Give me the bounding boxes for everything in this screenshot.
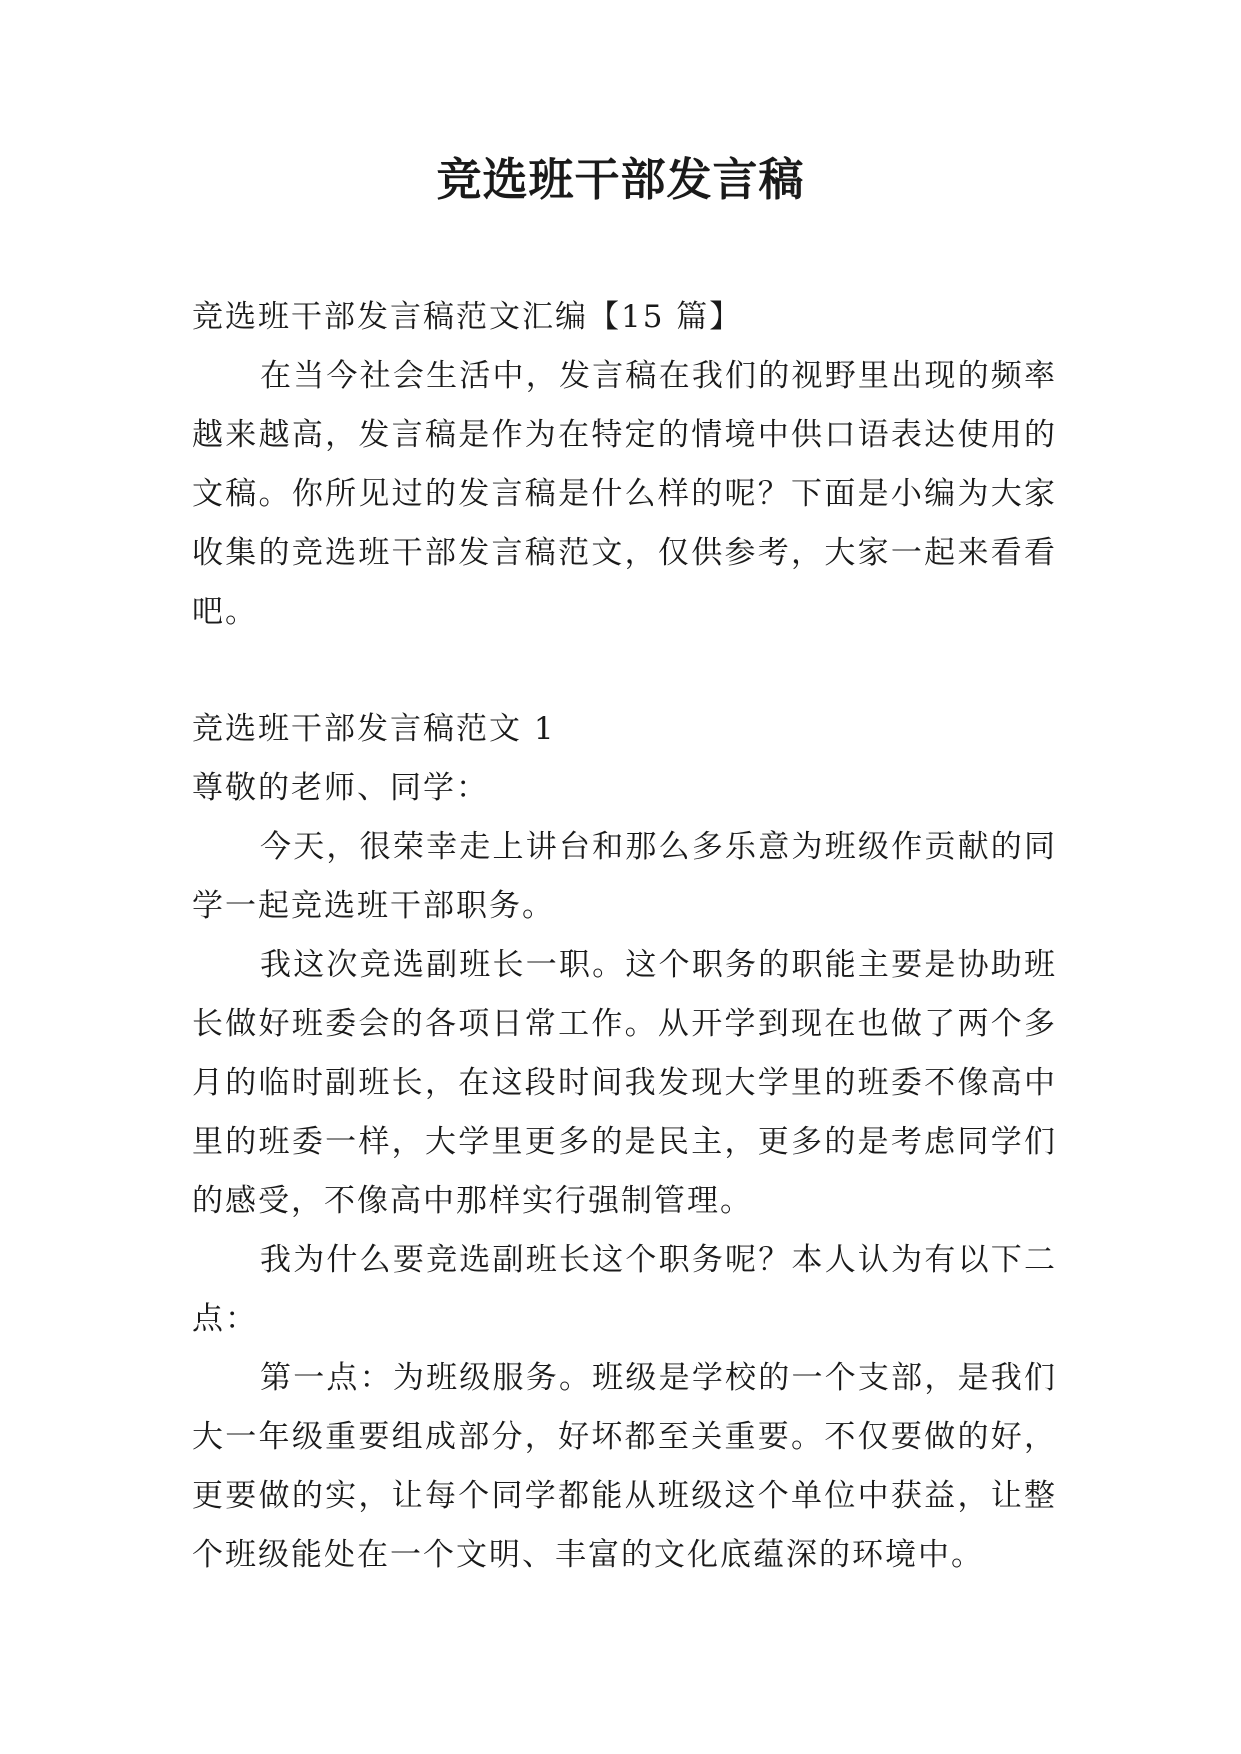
body-paragraph: 我这次竞选副班长一职。这个职务的职能主要是协助班长做好班委会的各项日常工作。从开学到现在也做了两个多月的临时副班长，在这段时间我发现大学里的班委不像高中里的班委一样，大学里更多的是民主，更多的是考虑同学们的感受，不像高中那样实行强制管理。: [192, 947, 1057, 1219]
salutation: 尊敬的老师、同学：: [192, 770, 489, 806]
body-paragraph: 今天，很荣幸走上讲台和那么多乐意为班级作贡献的同学一起竞选班干部职务。: [192, 829, 1057, 924]
document-title: 竞选班干部发言稿: [436, 153, 805, 206]
document-body: [192, 288, 1057, 1585]
intro-paragraph: 在当今社会生活中，发言稿在我们的视野里出现的频率越来越高，发言稿是作为在特定的情境中供口语表达使用的文稿。你所见过的发言稿是什么样的呢？下面是小编为大家收集的竞选班干部发言稿范文，仅供参考，大家一起来看看吧。: [192, 358, 1057, 630]
section-heading: 竞选班干部发言稿范文 1: [192, 711, 556, 747]
body-paragraph: 第一点：为班级服务。班级是学校的一个支部，是我们大一年级重要组成部分，好坏都至关重要。不仅要做的好，更要做的实，让每个同学都能从班级这个单位中获益，让整个班级能处在一个文明、丰富的文化底蕴深的环境中。: [192, 1360, 1057, 1573]
section-spacer: [192, 642, 1057, 700]
body-paragraph: 我为什么要竞选副班长这个职务呢？本人认为有以下二点：: [192, 1242, 1057, 1337]
document-subtitle: 竞选班干部发言稿范文汇编【15 篇】: [192, 299, 743, 335]
